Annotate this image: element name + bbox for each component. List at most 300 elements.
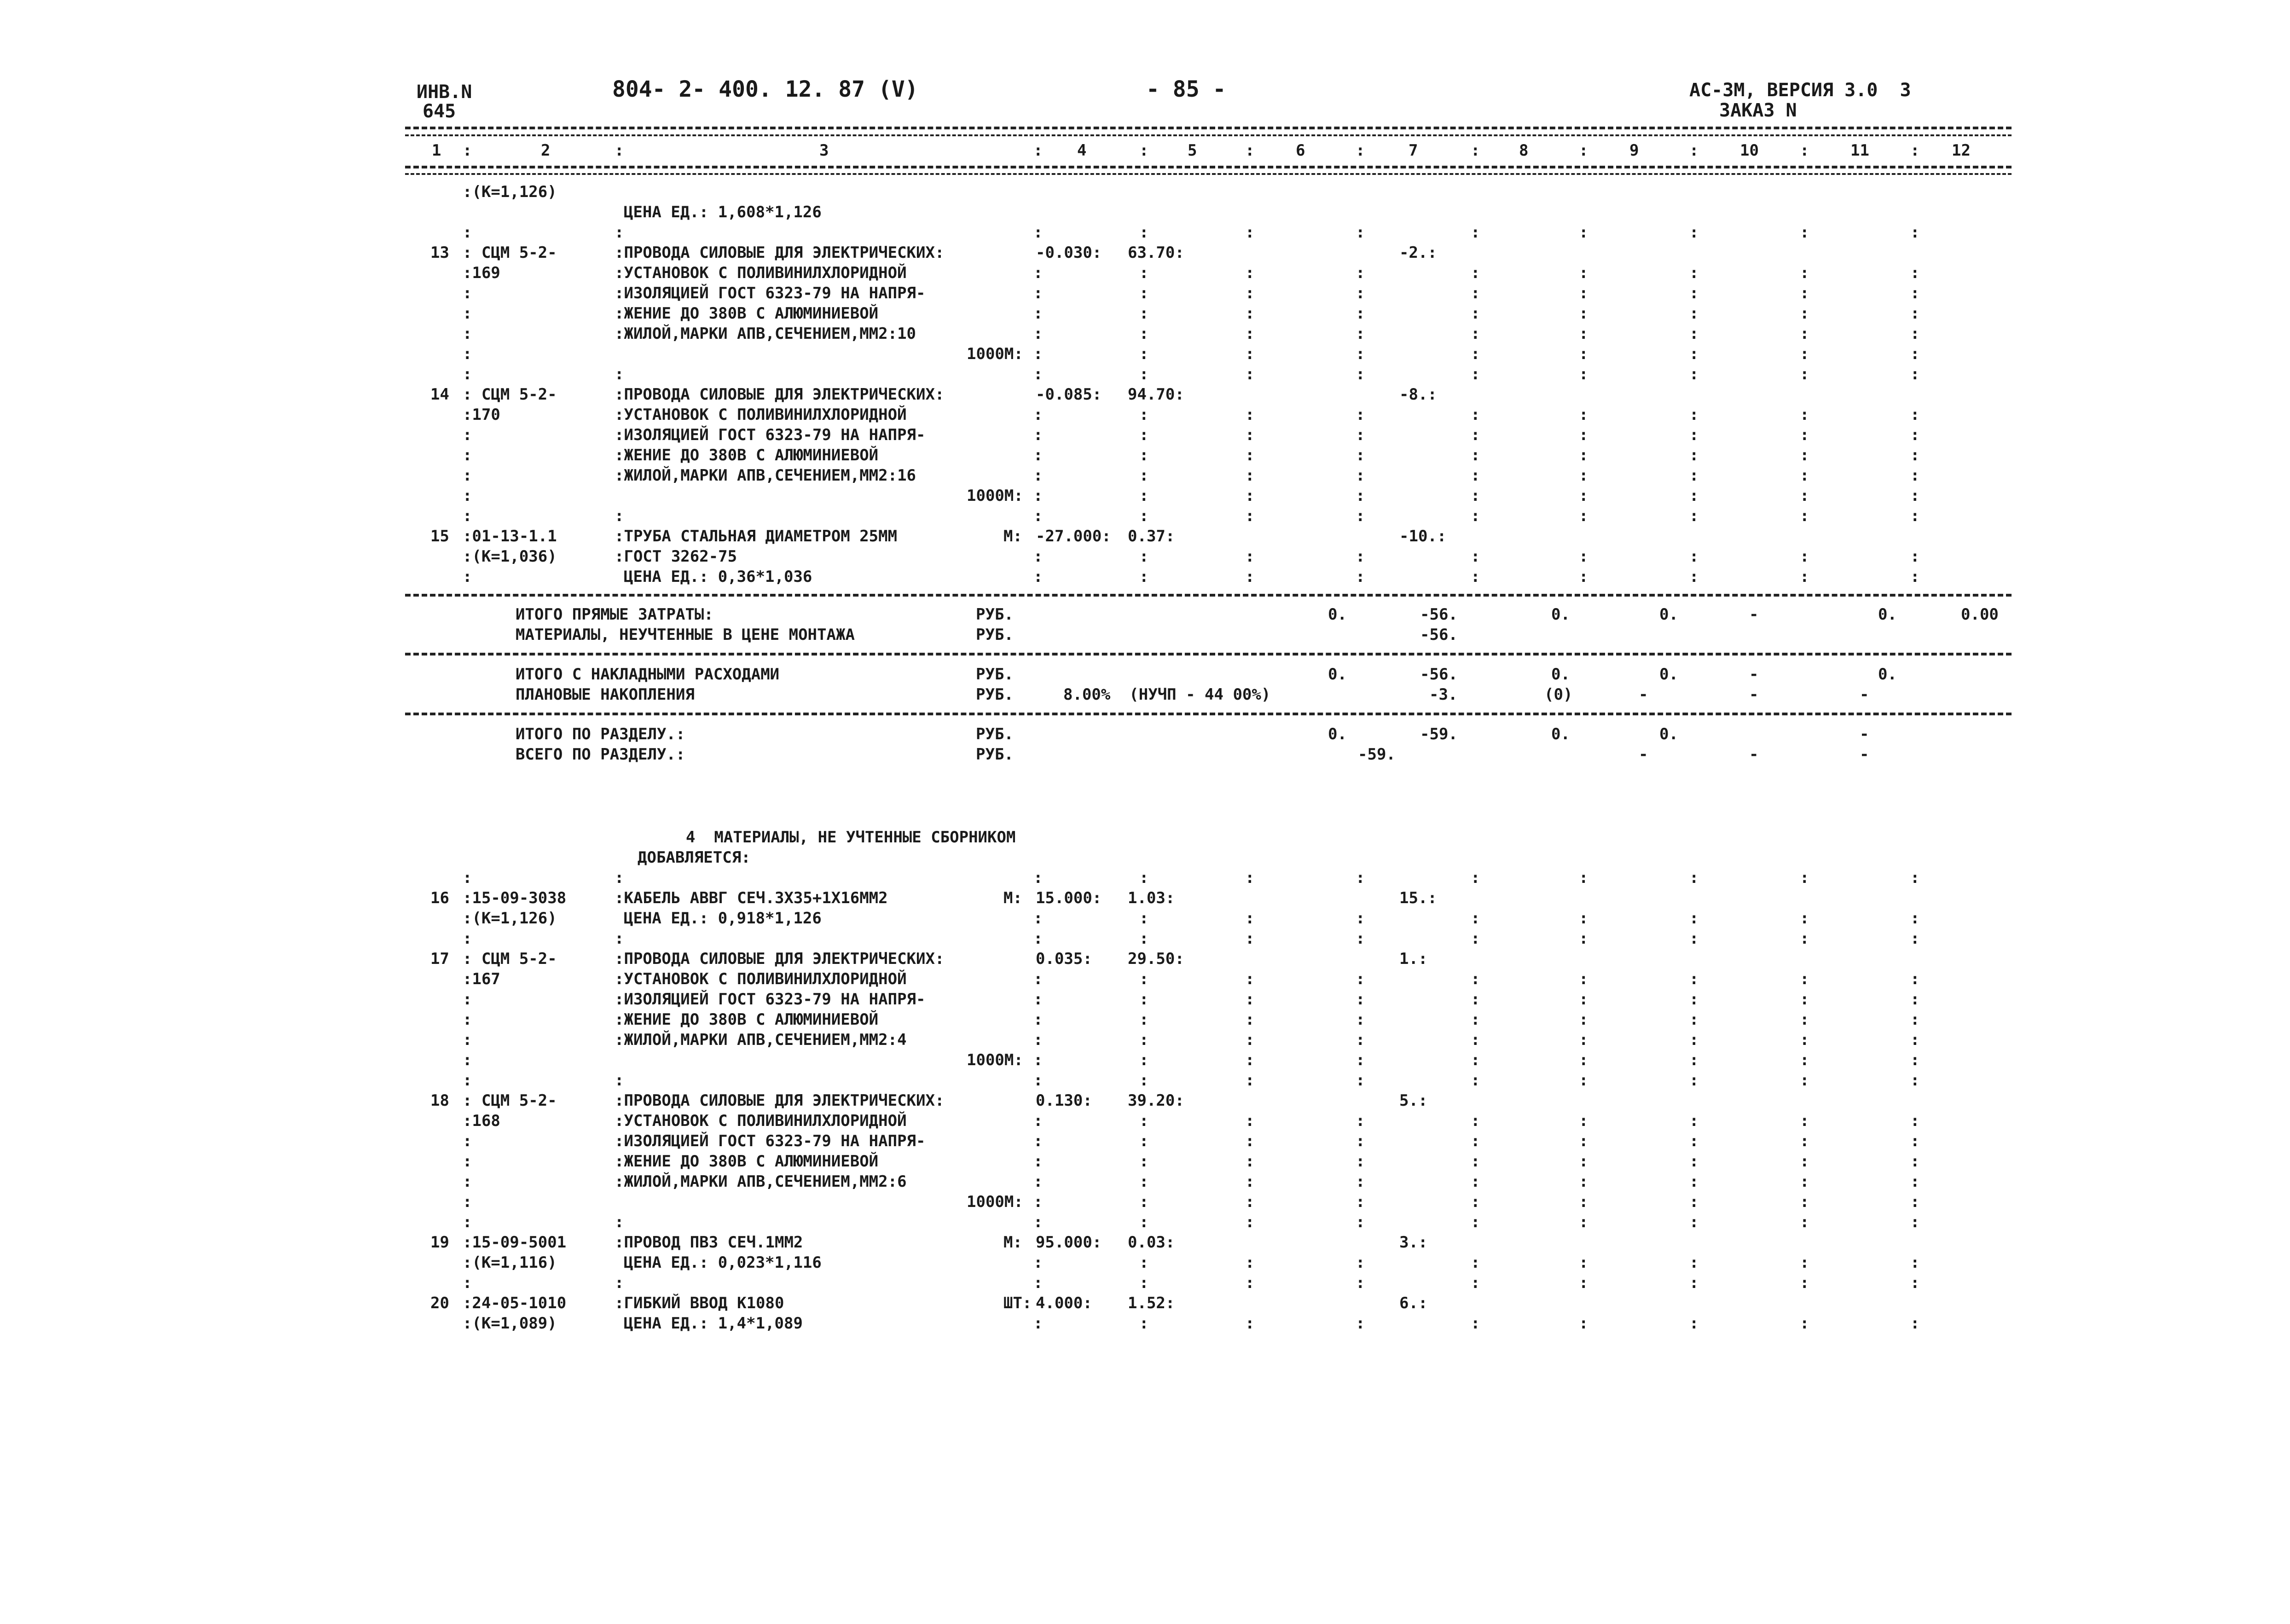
column-colon: :	[1245, 909, 1255, 928]
column-colon: :	[1800, 1071, 1809, 1090]
column-colon: :	[1245, 365, 1255, 383]
column-colon: :	[1471, 1213, 1480, 1231]
column-separator: :	[1033, 141, 1043, 160]
column-colon: :	[1910, 1172, 1920, 1191]
column-colon: :	[1579, 909, 1589, 928]
column-colon: :	[1910, 1031, 1920, 1049]
column-colon: :	[1356, 1051, 1365, 1069]
column-colon: :	[1910, 487, 1920, 505]
column-colon: :	[1910, 547, 1920, 566]
column-colon: :	[1471, 223, 1480, 242]
planned-label: ПЛАНОВЫЕ НАКОПЛЕНИЯ	[516, 685, 695, 704]
item-lead-colon: :	[463, 1213, 472, 1231]
item-code: :24-05-1010	[463, 1294, 567, 1312]
direct-c8: 0.	[1551, 605, 1570, 624]
item-quantity: 15.000:	[1036, 889, 1102, 907]
column-colon: :	[1689, 426, 1699, 444]
column-colon: :	[1800, 1253, 1809, 1272]
column-separator: :	[615, 141, 624, 160]
header-rule-top	[405, 127, 2012, 129]
column-colon: :	[1245, 1152, 1255, 1171]
column-colon: :	[1356, 1213, 1365, 1231]
item-description-line: ЦЕНА ЕД.: 1,4*1,089	[624, 1314, 803, 1333]
item-code-colon: :	[463, 446, 472, 464]
column-colon: :	[1471, 1152, 1480, 1171]
column-colon: :	[1579, 970, 1589, 988]
column-colon: :	[1910, 1071, 1920, 1090]
column-colon: :	[1139, 1172, 1149, 1191]
item-price: 0.37:	[1128, 527, 1175, 545]
item-lead-colon: :	[463, 869, 472, 887]
item-code-colon: :	[463, 1010, 472, 1029]
column-colon: :	[1910, 507, 1920, 525]
item-lead-colon: :	[615, 1274, 624, 1292]
column-colon: :	[1033, 568, 1043, 586]
column-colon: :	[1245, 1010, 1255, 1029]
column-colon: :	[1245, 568, 1255, 586]
column-colon: :	[1689, 406, 1699, 424]
column-colon: :	[1689, 929, 1699, 948]
item-description-line: :ПРОВОД ПВЗ СЕЧ.1ММ2	[615, 1233, 803, 1252]
column-colon: :	[1356, 1193, 1365, 1211]
overhead-c8: 0.	[1551, 665, 1570, 684]
column-colon: :	[1139, 507, 1149, 525]
page-number: - 85 -	[1146, 76, 1226, 102]
column-colon: :	[1579, 1193, 1589, 1211]
item-unit: М:	[1003, 527, 1022, 545]
item-description-line: :ЖЕНИЕ ДО 380В С АЛЮМИНИЕВОЙ	[615, 1010, 879, 1029]
item-code: :167	[463, 970, 500, 988]
totals-rule-1	[405, 594, 2012, 597]
column-colon: :	[1689, 284, 1699, 302]
column-colon: :	[1910, 568, 1920, 586]
column-colon: :	[1139, 365, 1149, 383]
column-colon: :	[1139, 1213, 1149, 1231]
column-colon: :	[1800, 547, 1809, 566]
column-colon: :	[1800, 1132, 1809, 1150]
column-colon: :	[1033, 1031, 1043, 1049]
column-colon: :	[1689, 507, 1699, 525]
item-lead-colon: :	[615, 365, 624, 383]
column-colon: :	[1800, 990, 1809, 1009]
column-header-9: 9	[1629, 141, 1639, 160]
column-colon: :	[1800, 507, 1809, 525]
column-colon: :	[1356, 869, 1365, 887]
column-colon: :	[1910, 446, 1920, 464]
item-description-line: :ЖИЛОЙ,МАРКИ АПВ,СЕЧЕНИЕМ,ММ2:4	[615, 1031, 907, 1049]
column-colon: :	[1356, 1314, 1365, 1333]
column-colon: :	[1139, 568, 1149, 586]
column-colon: :	[1033, 507, 1043, 525]
column-colon: :	[1033, 1112, 1043, 1130]
item-total: 6.:	[1399, 1294, 1428, 1312]
column-colon: :	[1356, 426, 1365, 444]
item-number: 13	[430, 244, 449, 262]
item-description-line: 1000М:	[967, 345, 1023, 363]
column-separator: :	[1139, 141, 1149, 160]
column-colon: :	[1033, 990, 1043, 1009]
totals-rule-3	[405, 713, 2012, 715]
column-colon: :	[1033, 1213, 1043, 1231]
column-colon: :	[1033, 1253, 1043, 1272]
item-lead-colon: :	[615, 929, 624, 948]
column-colon: :	[1033, 909, 1043, 928]
section-total-label: ИТОГО ПО РАЗДЕЛУ.:	[516, 725, 685, 743]
column-colon: :	[1033, 547, 1043, 566]
item-lead-colon: :	[615, 507, 624, 525]
column-colon: :	[1033, 264, 1043, 282]
item-description-line: :ПРОВОДА СИЛОВЫЕ ДЛЯ ЭЛЕКТРИЧЕСКИХ:	[615, 385, 945, 404]
column-colon: :	[1910, 1213, 1920, 1231]
column-colon: :	[1800, 909, 1809, 928]
item-unit: ШТ:	[1003, 1294, 1032, 1312]
column-colon: :	[1139, 1112, 1149, 1130]
column-colon: :	[1689, 446, 1699, 464]
item-description-line: :ГОСТ 3262-75	[615, 547, 737, 566]
direct-c9: 0.	[1659, 605, 1678, 624]
column-colon: :	[1139, 264, 1149, 282]
column-colon: :	[1471, 426, 1480, 444]
column-colon: :	[1800, 1152, 1809, 1171]
column-colon: :	[1689, 547, 1699, 566]
column-colon: :	[1356, 325, 1365, 343]
column-colon: :	[1579, 365, 1589, 383]
planned-unit: РУБ.	[976, 685, 1014, 704]
planned-c8: (0)	[1544, 685, 1573, 704]
column-colon: :	[1245, 345, 1255, 363]
item-code: :15-09-3038	[463, 889, 567, 907]
item-unit: М:	[1003, 1233, 1022, 1252]
column-colon: :	[1910, 223, 1920, 242]
item-code: :170	[463, 406, 500, 424]
item-total: -10.:	[1399, 527, 1447, 545]
column-colon: :	[1579, 547, 1589, 566]
item-price: 1.03:	[1128, 889, 1175, 907]
column-colon: :	[1139, 1253, 1149, 1272]
column-colon: :	[1910, 1112, 1920, 1130]
section-total-c8: 0.	[1551, 725, 1570, 743]
column-colon: :	[1139, 1031, 1149, 1049]
column-colon: :	[1356, 1152, 1365, 1171]
item-description-line: :УСТАНОВОК С ПОЛИВИНИЛХЛОРИДНОЙ	[615, 406, 907, 424]
column-colon: :	[1033, 345, 1043, 363]
item-code: : СЦМ 5-2-	[463, 950, 557, 968]
column-colon: :	[1245, 1112, 1255, 1130]
grand-total-unit: РУБ.	[976, 745, 1014, 764]
column-colon: :	[1245, 325, 1255, 343]
column-colon: :	[1800, 426, 1809, 444]
column-colon: :	[1800, 1031, 1809, 1049]
column-colon: :	[1910, 406, 1920, 424]
column-colon: :	[1910, 1051, 1920, 1069]
column-colon: :	[1139, 1132, 1149, 1150]
column-colon: :	[1689, 1031, 1699, 1049]
column-colon: :	[1245, 1132, 1255, 1150]
planned-c11: -	[1860, 685, 1869, 704]
column-colon: :	[1471, 1071, 1480, 1090]
item-number: 16	[430, 889, 449, 907]
column-colon: :	[1800, 304, 1809, 323]
column-colon: :	[1033, 406, 1043, 424]
item-description-line: 1000М:	[967, 1051, 1023, 1069]
column-colon: :	[1800, 487, 1809, 505]
column-colon: :	[1356, 568, 1365, 586]
column-colon: :	[1471, 1172, 1480, 1191]
overhead-c11: 0.	[1878, 665, 1897, 684]
column-colon: :	[1033, 1172, 1043, 1191]
column-colon: :	[1689, 1213, 1699, 1231]
column-colon: :	[1689, 1071, 1699, 1090]
column-colon: :	[1800, 325, 1809, 343]
column-colon: :	[1033, 446, 1043, 464]
overhead-c7: -56.	[1420, 665, 1458, 684]
item-description-line: :ПРОВОДА СИЛОВЫЕ ДЛЯ ЭЛЕКТРИЧЕСКИХ:	[615, 1091, 945, 1110]
column-colon: :	[1471, 547, 1480, 566]
column-header-12: 12	[1952, 141, 1971, 160]
direct-c10: -	[1749, 605, 1759, 624]
column-colon: :	[1471, 1132, 1480, 1150]
item-unit: М:	[1003, 889, 1022, 907]
column-colon: :	[1689, 1051, 1699, 1069]
column-colon: :	[1245, 970, 1255, 988]
item-description-line: :УСТАНОВОК С ПОЛИВИНИЛХЛОРИДНОЙ	[615, 264, 907, 282]
column-colon: :	[1689, 970, 1699, 988]
item-price: 63.70:	[1128, 244, 1184, 262]
column-colon: :	[1033, 929, 1043, 948]
column-colon: :	[1579, 990, 1589, 1009]
column-colon: :	[1579, 869, 1589, 887]
planned-c9: -	[1639, 685, 1648, 704]
item-description-line: :ИЗОЛЯЦИЕЙ ГОСТ 6323-79 НА НАПРЯ-	[615, 990, 926, 1009]
grand-total-c10: -	[1749, 745, 1759, 764]
column-colon: :	[1356, 909, 1365, 928]
column-colon: :	[1579, 406, 1589, 424]
item-code-colon: :	[463, 1051, 472, 1069]
item-price: 29.50:	[1128, 950, 1184, 968]
column-colon: :	[1689, 1193, 1699, 1211]
column-colon: :	[1356, 929, 1365, 948]
column-separator: :	[1356, 141, 1365, 160]
column-colon: :	[1910, 970, 1920, 988]
item-price: 1.52:	[1128, 1294, 1175, 1312]
item-lead-colon: :	[463, 365, 472, 383]
item-total: 3.:	[1399, 1233, 1428, 1252]
column-colon: :	[1245, 547, 1255, 566]
overhead-c10: -	[1749, 665, 1759, 684]
column-colon: :	[1579, 507, 1589, 525]
header-rule-bottom-2	[405, 173, 2012, 175]
column-colon: :	[1910, 325, 1920, 343]
column-colon: :	[1033, 1314, 1043, 1333]
column-colon: :	[1579, 1213, 1589, 1231]
item-description-line: ЦЕНА ЕД.: 0,023*1,116	[624, 1253, 822, 1272]
item-lead-colon: :	[463, 1274, 472, 1292]
item-code-colon: :	[463, 1031, 472, 1049]
column-colon: :	[1471, 909, 1480, 928]
column-colon: :	[1689, 1253, 1699, 1272]
direct-c12: 0.00	[1961, 605, 1999, 624]
item-total: -8.:	[1399, 385, 1437, 404]
section-total-c11: -	[1860, 725, 1869, 743]
column-colon: :	[1356, 1112, 1365, 1130]
column-colon: :	[1579, 264, 1589, 282]
planned-c7: -3.	[1429, 685, 1458, 704]
item-code: :(К=1,116)	[463, 1253, 557, 1272]
item-lead-colon: :	[615, 869, 624, 887]
item-lead-colon: :	[463, 223, 472, 242]
column-colon: :	[1139, 487, 1149, 505]
column-colon: :	[1800, 869, 1809, 887]
column-colon: :	[1579, 1274, 1589, 1292]
grand-total-c6: -59.	[1358, 745, 1396, 764]
column-colon: :	[1800, 365, 1809, 383]
column-colon: :	[1800, 1112, 1809, 1130]
column-colon: :	[1033, 426, 1043, 444]
column-colon: :	[1245, 446, 1255, 464]
column-colon: :	[1471, 869, 1480, 887]
item-number: 15	[430, 527, 449, 545]
item-description-line: :КАБЕЛЬ АВВГ СЕЧ.3Х35+1Х16ММ2	[615, 889, 888, 907]
materials-c7: -56.	[1420, 626, 1458, 644]
column-colon: :	[1245, 1051, 1255, 1069]
column-colon: :	[1689, 466, 1699, 485]
column-colon: :	[1910, 466, 1920, 485]
column-colon: :	[1579, 1051, 1589, 1069]
item-description-line: :ЖИЛОЙ,МАРКИ АПВ,СЕЧЕНИЕМ,ММ2:6	[615, 1172, 907, 1191]
header-rule-top-2	[405, 134, 2012, 136]
column-colon: :	[1579, 1314, 1589, 1333]
column-colon: :	[1579, 1010, 1589, 1029]
section-total-c9: 0.	[1659, 725, 1678, 743]
column-colon: :	[1910, 264, 1920, 282]
column-colon: :	[1033, 970, 1043, 988]
column-colon: :	[1471, 929, 1480, 948]
direct-costs-label: ИТОГО ПРЯМЫЕ ЗАТРАТЫ:	[516, 605, 713, 624]
column-colon: :	[1800, 1172, 1809, 1191]
item-code-colon: :	[463, 345, 472, 363]
direct-costs-unit: РУБ.	[976, 605, 1014, 624]
carry-price: ЦЕНА ЕД.: 1,608*1,126	[624, 203, 822, 221]
column-colon: :	[1910, 1253, 1920, 1272]
overhead-c6: 0.	[1328, 665, 1347, 684]
column-colon: :	[1033, 1152, 1043, 1171]
column-colon: :	[1579, 426, 1589, 444]
column-colon: :	[1689, 1172, 1699, 1191]
item-number: 18	[430, 1091, 449, 1110]
column-colon: :	[1245, 869, 1255, 887]
column-colon: :	[1471, 507, 1480, 525]
item-description-line: :ПРОВОДА СИЛОВЫЕ ДЛЯ ЭЛЕКТРИЧЕСКИХ:	[615, 244, 945, 262]
column-colon: :	[1800, 1193, 1809, 1211]
item-description-line: :ИЗОЛЯЦИЕЙ ГОСТ 6323-79 НА НАПРЯ-	[615, 284, 926, 302]
column-colon: :	[1471, 264, 1480, 282]
column-colon: :	[1579, 1132, 1589, 1150]
column-colon: :	[1139, 1010, 1149, 1029]
column-colon: :	[1245, 929, 1255, 948]
column-colon: :	[1033, 304, 1043, 323]
inventory-number: 645	[423, 101, 456, 122]
column-colon: :	[1471, 568, 1480, 586]
item-description-line: :ГИБКИЙ ВВОД К1080	[615, 1294, 784, 1312]
column-colon: :	[1689, 990, 1699, 1009]
column-colon: :	[1033, 1051, 1043, 1069]
column-colon: :	[1471, 325, 1480, 343]
column-colon: :	[1356, 223, 1365, 242]
column-colon: :	[1139, 970, 1149, 988]
column-colon: :	[1245, 223, 1255, 242]
column-colon: :	[1033, 223, 1043, 242]
column-colon: :	[1139, 284, 1149, 302]
column-colon: :	[1689, 487, 1699, 505]
column-colon: :	[1245, 487, 1255, 505]
column-colon: :	[1245, 1031, 1255, 1049]
column-colon: :	[1689, 325, 1699, 343]
item-code: :168	[463, 1112, 500, 1130]
column-colon: :	[1689, 1314, 1699, 1333]
column-colon: :	[1356, 345, 1365, 363]
column-colon: :	[1579, 345, 1589, 363]
item-description-line: :ТРУБА СТАЛЬНАЯ ДИАМЕТРОМ 25ММ	[615, 527, 898, 545]
item-total: -2.:	[1399, 244, 1437, 262]
column-colon: :	[1139, 446, 1149, 464]
item-number: 20	[430, 1294, 449, 1312]
column-colon: :	[1245, 1213, 1255, 1231]
column-colon: :	[1033, 1010, 1043, 1029]
column-colon: :	[1139, 990, 1149, 1009]
item-code-colon: :	[463, 426, 472, 444]
item-description-line: ЦЕНА ЕД.: 0,918*1,126	[624, 909, 822, 928]
item-code: :15-09-5001	[463, 1233, 567, 1252]
column-colon: :	[1471, 365, 1480, 383]
column-colon: :	[1356, 990, 1365, 1009]
materials-unit: РУБ.	[976, 626, 1014, 644]
column-colon: :	[1471, 1253, 1480, 1272]
item-quantity: 95.000:	[1036, 1233, 1102, 1252]
column-colon: :	[1910, 1314, 1920, 1333]
column-header-10: 10	[1740, 141, 1759, 160]
column-colon: :	[1689, 345, 1699, 363]
item-description-line: :ИЗОЛЯЦИЕЙ ГОСТ 6323-79 НА НАПРЯ-	[615, 1132, 926, 1150]
column-colon: :	[1245, 304, 1255, 323]
column-colon: :	[1356, 1031, 1365, 1049]
column-colon: :	[1033, 487, 1043, 505]
direct-c11: 0.	[1878, 605, 1897, 624]
column-colon: :	[1245, 1253, 1255, 1272]
column-colon: :	[1139, 1071, 1149, 1090]
column-colon: :	[1139, 909, 1149, 928]
column-colon: :	[1245, 264, 1255, 282]
column-colon: :	[1689, 1152, 1699, 1171]
column-colon: :	[1245, 426, 1255, 444]
column-colon: :	[1579, 1031, 1589, 1049]
grand-total-c9: -	[1639, 745, 1648, 764]
column-colon: :	[1800, 466, 1809, 485]
header-rule-bottom	[405, 166, 2012, 168]
item-description-line: :ЖЕНИЕ ДО 380В С АЛЮМИНИЕВОЙ	[615, 446, 879, 464]
item-description-line: :ИЗОЛЯЦИЕЙ ГОСТ 6323-79 НА НАПРЯ-	[615, 426, 926, 444]
column-colon: :	[1800, 1051, 1809, 1069]
column-colon: :	[1689, 304, 1699, 323]
column-header-7: 7	[1409, 141, 1418, 160]
direct-c6: 0.	[1328, 605, 1347, 624]
column-separator: :	[463, 141, 472, 160]
item-description-line: 1000М:	[967, 1193, 1023, 1211]
column-colon: :	[1139, 1051, 1149, 1069]
column-colon: :	[1689, 568, 1699, 586]
column-colon: :	[1033, 1071, 1043, 1090]
column-colon: :	[1471, 487, 1480, 505]
column-colon: :	[1471, 466, 1480, 485]
